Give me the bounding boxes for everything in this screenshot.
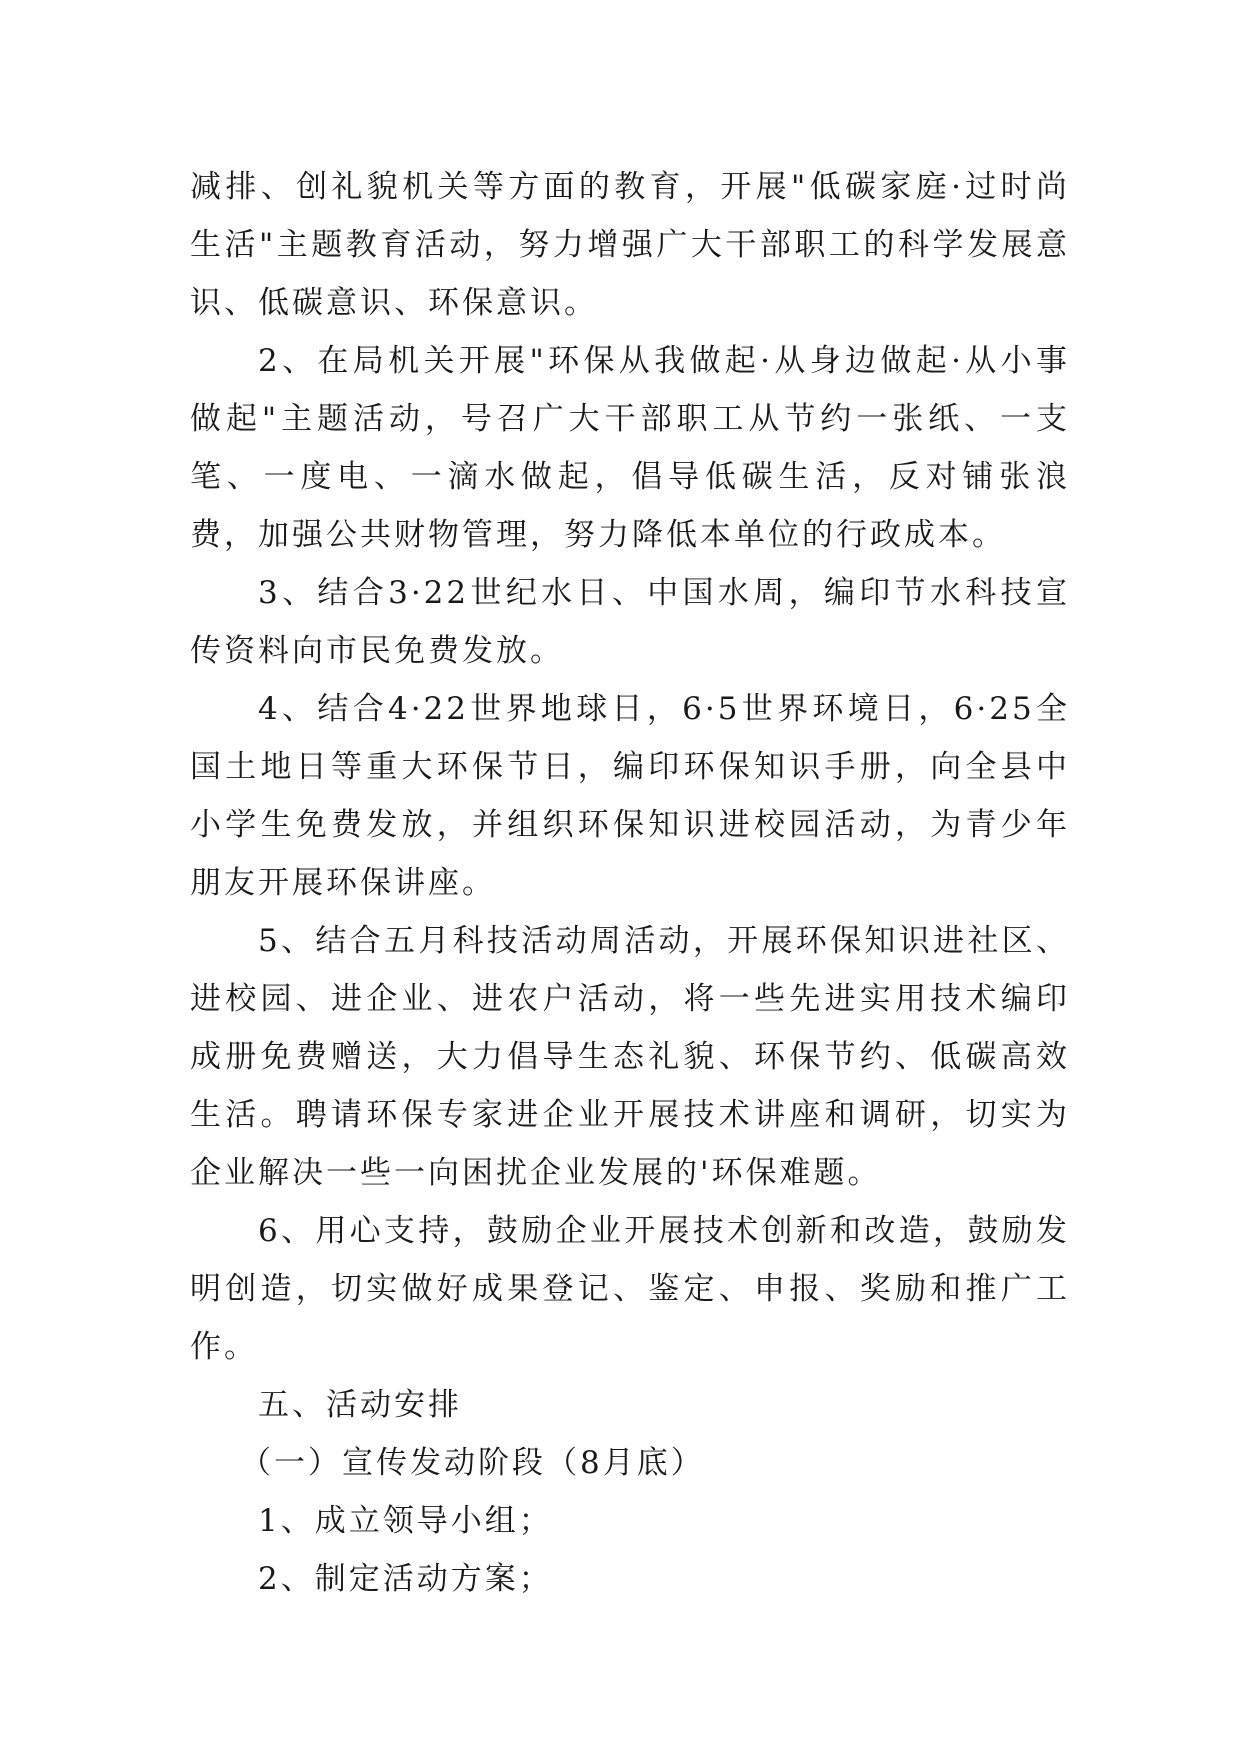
list-item-leadership-group: 1、成立领导小组； — [258, 1503, 553, 1539]
document-body — [190, 158, 1070, 1608]
paragraph-education: 减排、创礼貌机关等方面的教育，开展"低碳家庭·过时尚生活"主题教育活动，努力增强广大干部职工的科学发展意识、低碳意识、环保意识。 — [190, 169, 1070, 321]
paragraph-item-4: 4、结合4·22世界地球日，6·5世界环境日，6·25全国土地日等重大环保节日，编印环保知识手册，向全县中小学生免费发放，并组织环保知识进校园活动，为青少年朋友开展环保讲座。 — [190, 691, 1070, 901]
paragraph-item-3: 3、结合3·22世纪水日、中国水周，编印节水科技宣传资料向市民免费发放。 — [190, 575, 1070, 669]
paragraph-item-5: 5、结合五月科技活动周活动，开展环保知识进社区、进校园、进企业、进农户活动，将一些先进实用技术编印成册免费赠送，大力倡导生态礼貌、环保节约、低碳高效生活。聘请环保专家进企业开展技术讲座和调研，切实为企业解决一些一向困扰企业发展的'环保难题。 — [190, 923, 1070, 1191]
subsection-heading-stage-one: （一）宣传发动阶段（8月底） — [240, 1445, 705, 1481]
section-heading-activities: 五、活动安排 — [258, 1387, 462, 1423]
list-item-activity-plan: 2、制定活动方案； — [258, 1561, 553, 1597]
paragraph-item-2: 2、在局机关开展"环保从我做起·从身边做起·从小事做起"主题活动，号召广大干部职工从节约一张纸、一支笔、一度电、一滴水做起，倡导低碳生活，反对铺张浪费，加强公共财物管理，努力降低本单位的行政成本。 — [190, 343, 1070, 553]
paragraph-item-6: 6、用心支持，鼓励企业开展技术创新和改造，鼓励发明创造，切实做好成果登记、鉴定、申报、奖励和推广工作。 — [190, 1213, 1070, 1365]
